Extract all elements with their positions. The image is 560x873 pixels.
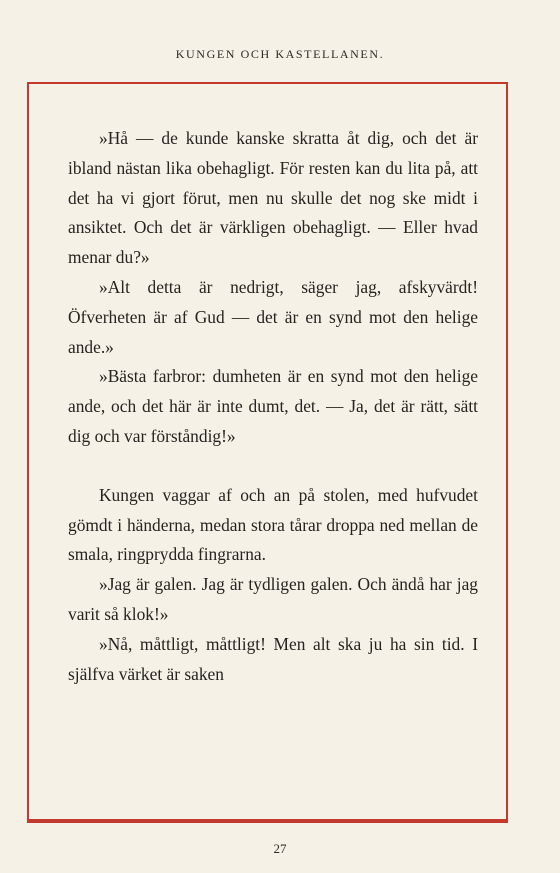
paragraph: »Bästa farbror: dumheten är en synd mot den helige ande, och det här är inte dumt, det. — Ja, det är rätt, sätt dig och var förståndig!»: [68, 366, 478, 446]
running-head: KUNGEN OCH KASTELLANEN.: [175, 47, 385, 61]
page-number: 27: [273, 841, 287, 856]
paragraph: Kungen vaggar af och an på stolen, med hufvudet gömdt i händerna, medan stora tårar droppa ned mellan de smala, ringprydda fingrarna.: [68, 484, 478, 565]
paragraph: »Nå, måttligt, måttligt! Men alt ska ju ha sin tid. I själfva värket är saken: [68, 633, 478, 684]
body-text: [68, 124, 478, 689]
paragraph: »Alt detta är nedrigt, säger jag, afskyvärdt! Öfverheten är af Gud — det är en synd mot den helige ande.»: [68, 276, 478, 357]
paragraph: »Hå — de kunde kanske skratta åt dig, och det är ibland nästan lika obehagligt. För resten kan du lita på, att det ha vi gjort förut, men nu skulle det nog ske midt i ansiktet. Och det är värkligen obehagligt. — Eller hvad menar du?»: [68, 128, 478, 268]
paragraph: »Jag är galen. Jag är tydligen galen. Och ändå har jag varit så klok!»: [68, 574, 478, 624]
